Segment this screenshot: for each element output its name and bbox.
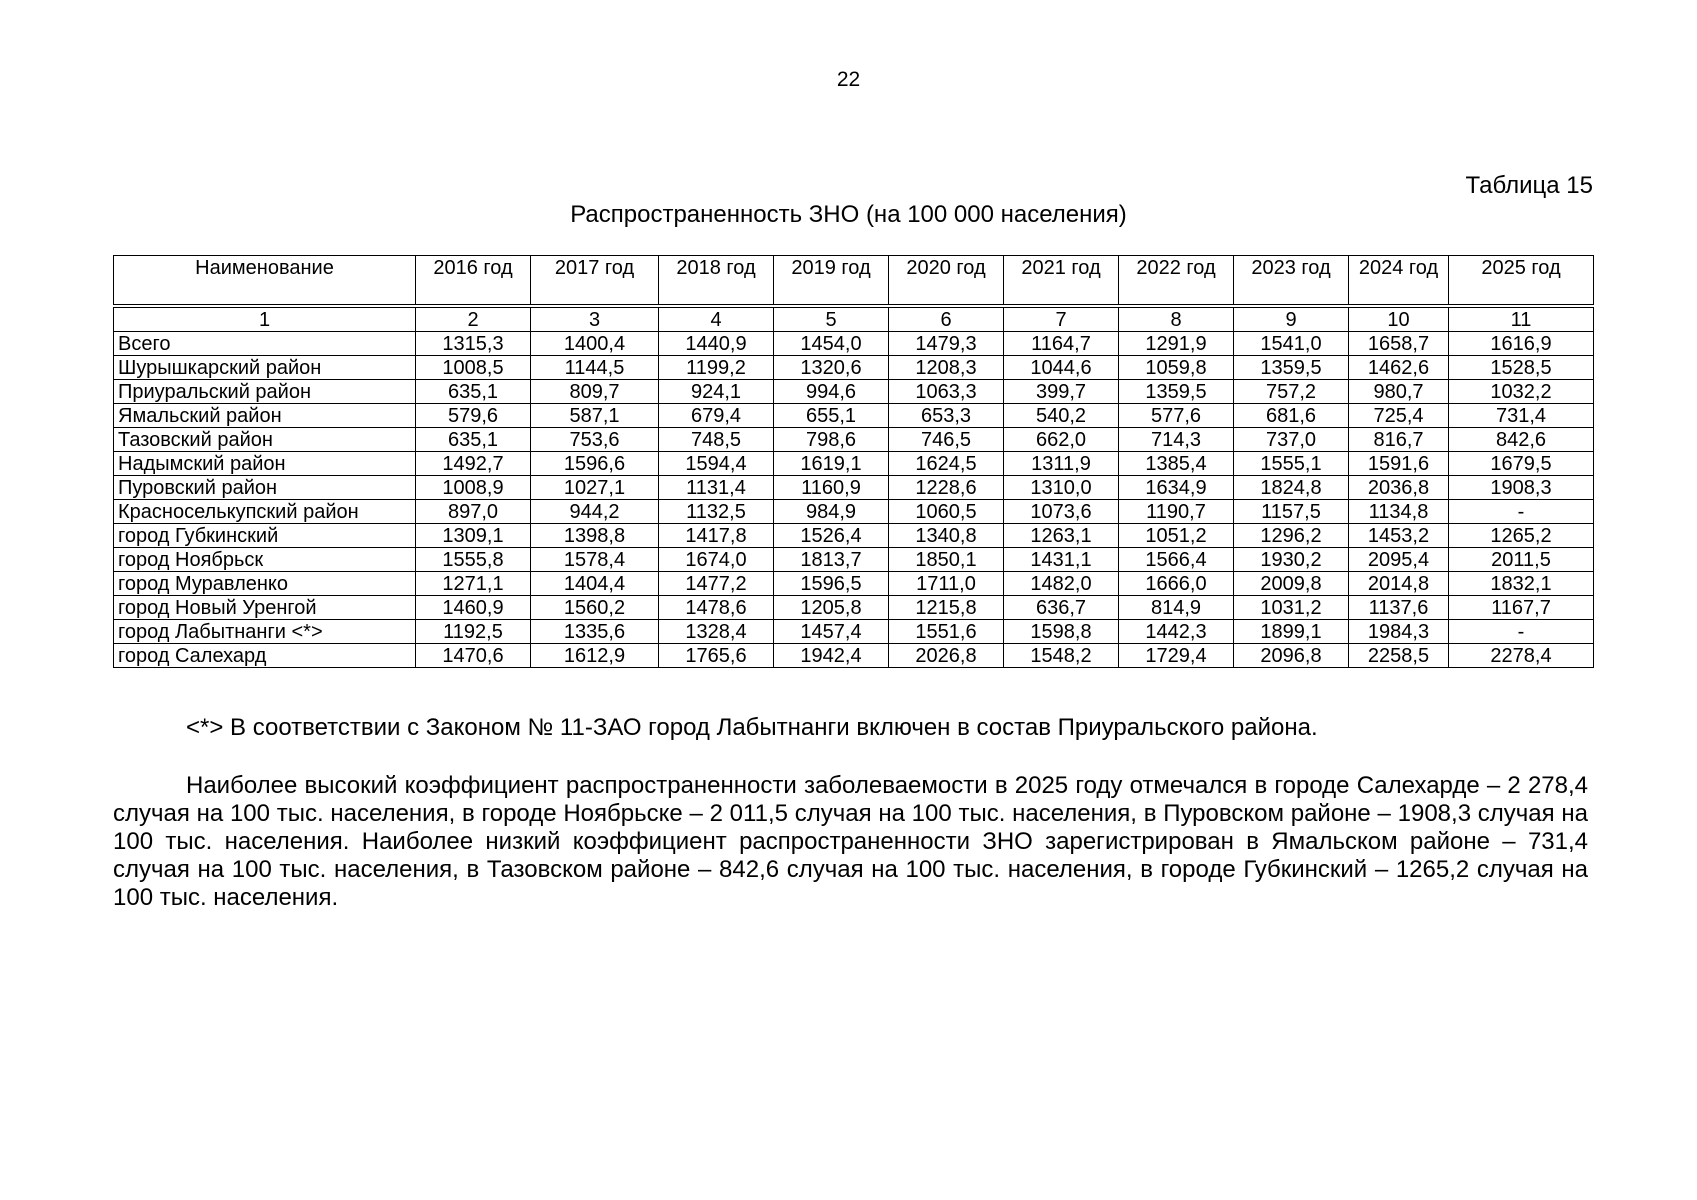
value-cell: 1208,3: [889, 356, 1004, 380]
value-cell: 1190,7: [1119, 500, 1234, 524]
value-cell: 1578,4: [531, 548, 659, 572]
table-row: [114, 452, 1594, 476]
value-cell: 748,5: [659, 428, 774, 452]
value-cell: 994,6: [774, 380, 889, 404]
value-cell: 1729,4: [1119, 644, 1234, 668]
value-cell: 635,1: [416, 428, 531, 452]
column-number-cell: 7: [1004, 306, 1119, 332]
value-cell: 1205,8: [774, 596, 889, 620]
row-name-cell: Красноселькупский район: [114, 500, 416, 524]
header-year-cell: 2023 год: [1234, 256, 1349, 307]
table-row: [114, 572, 1594, 596]
table-row: [114, 596, 1594, 620]
row-name-cell: Тазовский район: [114, 428, 416, 452]
value-cell: 1470,6: [416, 644, 531, 668]
value-cell: 1548,2: [1004, 644, 1119, 668]
table-title: Распространенность ЗНО (на 100 000 населения): [570, 201, 1127, 228]
table-row: [114, 620, 1594, 644]
footnote: <*> В соответствии с Законом № 11-ЗАО город Лабытнанги включен в состав Приуральского района.: [186, 714, 1318, 741]
value-cell: 1666,0: [1119, 572, 1234, 596]
value-cell: 1850,1: [889, 548, 1004, 572]
value-cell: 1008,5: [416, 356, 531, 380]
value-cell: 897,0: [416, 500, 531, 524]
table-row: [114, 500, 1594, 524]
value-cell: 2026,8: [889, 644, 1004, 668]
value-cell: 2014,8: [1349, 572, 1449, 596]
value-cell: 577,6: [1119, 404, 1234, 428]
column-number-cell: 4: [659, 306, 774, 332]
header-year-cell: 2020 год: [889, 256, 1004, 307]
value-cell: 681,6: [1234, 404, 1349, 428]
header-year-cell: 2019 год: [774, 256, 889, 307]
row-name-cell: Приуральский район: [114, 380, 416, 404]
value-cell: 1263,1: [1004, 524, 1119, 548]
header-row: [114, 256, 1594, 307]
value-cell: 1942,4: [774, 644, 889, 668]
value-cell: 1385,4: [1119, 452, 1234, 476]
value-cell: 1594,4: [659, 452, 774, 476]
row-name-cell: город Новый Уренгой: [114, 596, 416, 620]
value-cell: 1008,9: [416, 476, 531, 500]
value-cell: 1460,9: [416, 596, 531, 620]
value-cell: 737,0: [1234, 428, 1349, 452]
value-cell: 2036,8: [1349, 476, 1449, 500]
value-cell: 1032,2: [1449, 380, 1594, 404]
value-cell: 1228,6: [889, 476, 1004, 500]
table-row: [114, 332, 1594, 356]
value-cell: 540,2: [1004, 404, 1119, 428]
column-number-row: [114, 306, 1594, 332]
value-cell: 1073,6: [1004, 500, 1119, 524]
header-year-cell: 2017 год: [531, 256, 659, 307]
value-cell: 1598,8: [1004, 620, 1119, 644]
column-number-cell: 2: [416, 306, 531, 332]
value-cell: 809,7: [531, 380, 659, 404]
column-number-cell: 1: [114, 306, 416, 332]
value-cell: 714,3: [1119, 428, 1234, 452]
value-cell: 1400,4: [531, 332, 659, 356]
column-number-cell: 11: [1449, 306, 1594, 332]
value-cell: 1044,6: [1004, 356, 1119, 380]
value-cell: 1167,7: [1449, 596, 1594, 620]
value-cell: 1526,4: [774, 524, 889, 548]
value-cell: 1711,0: [889, 572, 1004, 596]
value-cell: 2096,8: [1234, 644, 1349, 668]
value-cell: 1164,7: [1004, 332, 1119, 356]
page-number: 22: [836, 68, 861, 91]
value-cell: 1315,3: [416, 332, 531, 356]
value-cell: 1482,0: [1004, 572, 1119, 596]
value-cell: 1634,9: [1119, 476, 1234, 500]
value-cell: 1658,7: [1349, 332, 1449, 356]
value-cell: 1477,2: [659, 572, 774, 596]
value-cell: 1824,8: [1234, 476, 1349, 500]
value-cell: 757,2: [1234, 380, 1349, 404]
value-cell: 1291,9: [1119, 332, 1234, 356]
value-cell: 1984,3: [1349, 620, 1449, 644]
value-cell: 1027,1: [531, 476, 659, 500]
column-number-cell: 10: [1349, 306, 1449, 332]
value-cell: 1551,6: [889, 620, 1004, 644]
value-cell: 1555,8: [416, 548, 531, 572]
value-cell: 1134,8: [1349, 500, 1449, 524]
value-cell: 1359,5: [1119, 380, 1234, 404]
column-number-cell: 9: [1234, 306, 1349, 332]
header-year-cell: 2024 год: [1349, 256, 1449, 307]
table-row: [114, 380, 1594, 404]
value-cell: 679,4: [659, 404, 774, 428]
row-name-cell: Пуровский район: [114, 476, 416, 500]
value-cell: 1192,5: [416, 620, 531, 644]
value-cell: 1478,6: [659, 596, 774, 620]
value-cell: 1596,5: [774, 572, 889, 596]
value-cell: 1137,6: [1349, 596, 1449, 620]
value-cell: 1453,2: [1349, 524, 1449, 548]
value-cell: 1813,7: [774, 548, 889, 572]
value-cell: 944,2: [531, 500, 659, 524]
value-cell: 2009,8: [1234, 572, 1349, 596]
value-cell: 1160,9: [774, 476, 889, 500]
value-cell: 1157,5: [1234, 500, 1349, 524]
value-cell: 1051,2: [1119, 524, 1234, 548]
value-cell: 1479,3: [889, 332, 1004, 356]
value-cell: 753,6: [531, 428, 659, 452]
value-cell: 1271,1: [416, 572, 531, 596]
table-row: [114, 404, 1594, 428]
value-cell: 731,4: [1449, 404, 1594, 428]
value-cell: 635,1: [416, 380, 531, 404]
table-header: [114, 256, 1594, 307]
value-cell: 1060,5: [889, 500, 1004, 524]
table-body: [114, 306, 1594, 668]
table-row: [114, 356, 1594, 380]
value-cell: 1404,4: [531, 572, 659, 596]
value-cell: 2278,4: [1449, 644, 1594, 668]
value-cell: 1144,5: [531, 356, 659, 380]
value-cell: 1320,6: [774, 356, 889, 380]
value-cell: 1417,8: [659, 524, 774, 548]
value-cell: 1908,3: [1449, 476, 1594, 500]
value-cell: 984,9: [774, 500, 889, 524]
value-cell: 1398,8: [531, 524, 659, 548]
row-name-cell: Ямальский район: [114, 404, 416, 428]
value-cell: 2095,4: [1349, 548, 1449, 572]
value-cell: 1311,9: [1004, 452, 1119, 476]
row-name-cell: город Лабытнанги <*>: [114, 620, 416, 644]
value-cell: 1310,0: [1004, 476, 1119, 500]
value-cell: 1442,3: [1119, 620, 1234, 644]
value-cell: 653,3: [889, 404, 1004, 428]
value-cell: 1335,6: [531, 620, 659, 644]
column-number-cell: 3: [531, 306, 659, 332]
value-cell: 1596,6: [531, 452, 659, 476]
table-row: [114, 428, 1594, 452]
value-cell: 1440,9: [659, 332, 774, 356]
row-name-cell: город Губкинский: [114, 524, 416, 548]
column-number-cell: 8: [1119, 306, 1234, 332]
value-cell: 798,6: [774, 428, 889, 452]
table-row: [114, 524, 1594, 548]
header-name-cell: Наименование: [114, 256, 416, 307]
body-paragraph: Наиболее высокий коэффициент распространенности заболеваемости в 2025 году отмечался в городе Салехарде – 2 278,4 случая на 100 тыс. населения, в городе Ноябрьске – 2 011,5 случая на 100 тыс. населения, в Пуровском районе – 1908,3 случая на 100 тыс. населения. Наиболее низкий коэффициент распространенности ЗНО зарегистрирован в Ямальском районе – 731,4 случая на 100 тыс. населения, в Тазовском районе – 842,6 случая на 100 тыс. населения, в городе Губкинский – 1265,2 случая на 100 тыс. населения.: [113, 772, 1588, 911]
value-cell: 579,6: [416, 404, 531, 428]
value-cell: 842,6: [1449, 428, 1594, 452]
value-cell: 1765,6: [659, 644, 774, 668]
value-cell: 1619,1: [774, 452, 889, 476]
value-cell: 1560,2: [531, 596, 659, 620]
value-cell: 1612,9: [531, 644, 659, 668]
header-year-cell: 2016 год: [416, 256, 531, 307]
row-name-cell: Надымский район: [114, 452, 416, 476]
value-cell: 725,4: [1349, 404, 1449, 428]
header-year-cell: 2018 год: [659, 256, 774, 307]
prevalence-table: [113, 255, 1594, 668]
value-cell: 814,9: [1119, 596, 1234, 620]
value-cell: 1832,1: [1449, 572, 1594, 596]
value-cell: 1340,8: [889, 524, 1004, 548]
value-cell: 399,7: [1004, 380, 1119, 404]
value-cell: 1059,8: [1119, 356, 1234, 380]
value-cell: -: [1449, 500, 1594, 524]
value-cell: 1328,4: [659, 620, 774, 644]
value-cell: 1555,1: [1234, 452, 1349, 476]
value-cell: 1492,7: [416, 452, 531, 476]
value-cell: 1199,2: [659, 356, 774, 380]
value-cell: 980,7: [1349, 380, 1449, 404]
table-row: [114, 644, 1594, 668]
value-cell: 1309,1: [416, 524, 531, 548]
value-cell: 924,1: [659, 380, 774, 404]
row-name-cell: Шурышкарский район: [114, 356, 416, 380]
value-cell: 1930,2: [1234, 548, 1349, 572]
value-cell: 1431,1: [1004, 548, 1119, 572]
value-cell: 1679,5: [1449, 452, 1594, 476]
table-row: [114, 476, 1594, 500]
value-cell: 1454,0: [774, 332, 889, 356]
value-cell: 1899,1: [1234, 620, 1349, 644]
value-cell: 587,1: [531, 404, 659, 428]
header-year-cell: 2022 год: [1119, 256, 1234, 307]
row-name-cell: город Муравленко: [114, 572, 416, 596]
value-cell: 1131,4: [659, 476, 774, 500]
value-cell: 636,7: [1004, 596, 1119, 620]
value-cell: 2258,5: [1349, 644, 1449, 668]
table-caption: Таблица 15: [1465, 172, 1593, 199]
value-cell: -: [1449, 620, 1594, 644]
value-cell: 1616,9: [1449, 332, 1594, 356]
value-cell: 1566,4: [1119, 548, 1234, 572]
value-cell: 1541,0: [1234, 332, 1349, 356]
row-name-cell: город Салехард: [114, 644, 416, 668]
value-cell: 1528,5: [1449, 356, 1594, 380]
column-number-cell: 5: [774, 306, 889, 332]
value-cell: 1457,4: [774, 620, 889, 644]
column-number-cell: 6: [889, 306, 1004, 332]
value-cell: 1215,8: [889, 596, 1004, 620]
row-name-cell: Всего: [114, 332, 416, 356]
value-cell: 1296,2: [1234, 524, 1349, 548]
value-cell: 1132,5: [659, 500, 774, 524]
value-cell: 2011,5: [1449, 548, 1594, 572]
value-cell: 662,0: [1004, 428, 1119, 452]
table-row: [114, 548, 1594, 572]
value-cell: 816,7: [1349, 428, 1449, 452]
header-year-cell: 2025 год: [1449, 256, 1594, 307]
value-cell: 746,5: [889, 428, 1004, 452]
value-cell: 655,1: [774, 404, 889, 428]
value-cell: 1265,2: [1449, 524, 1594, 548]
value-cell: 1624,5: [889, 452, 1004, 476]
value-cell: 1462,6: [1349, 356, 1449, 380]
value-cell: 1359,5: [1234, 356, 1349, 380]
value-cell: 1674,0: [659, 548, 774, 572]
header-year-cell: 2021 год: [1004, 256, 1119, 307]
value-cell: 1591,6: [1349, 452, 1449, 476]
value-cell: 1063,3: [889, 380, 1004, 404]
row-name-cell: город Ноябрьск: [114, 548, 416, 572]
value-cell: 1031,2: [1234, 596, 1349, 620]
